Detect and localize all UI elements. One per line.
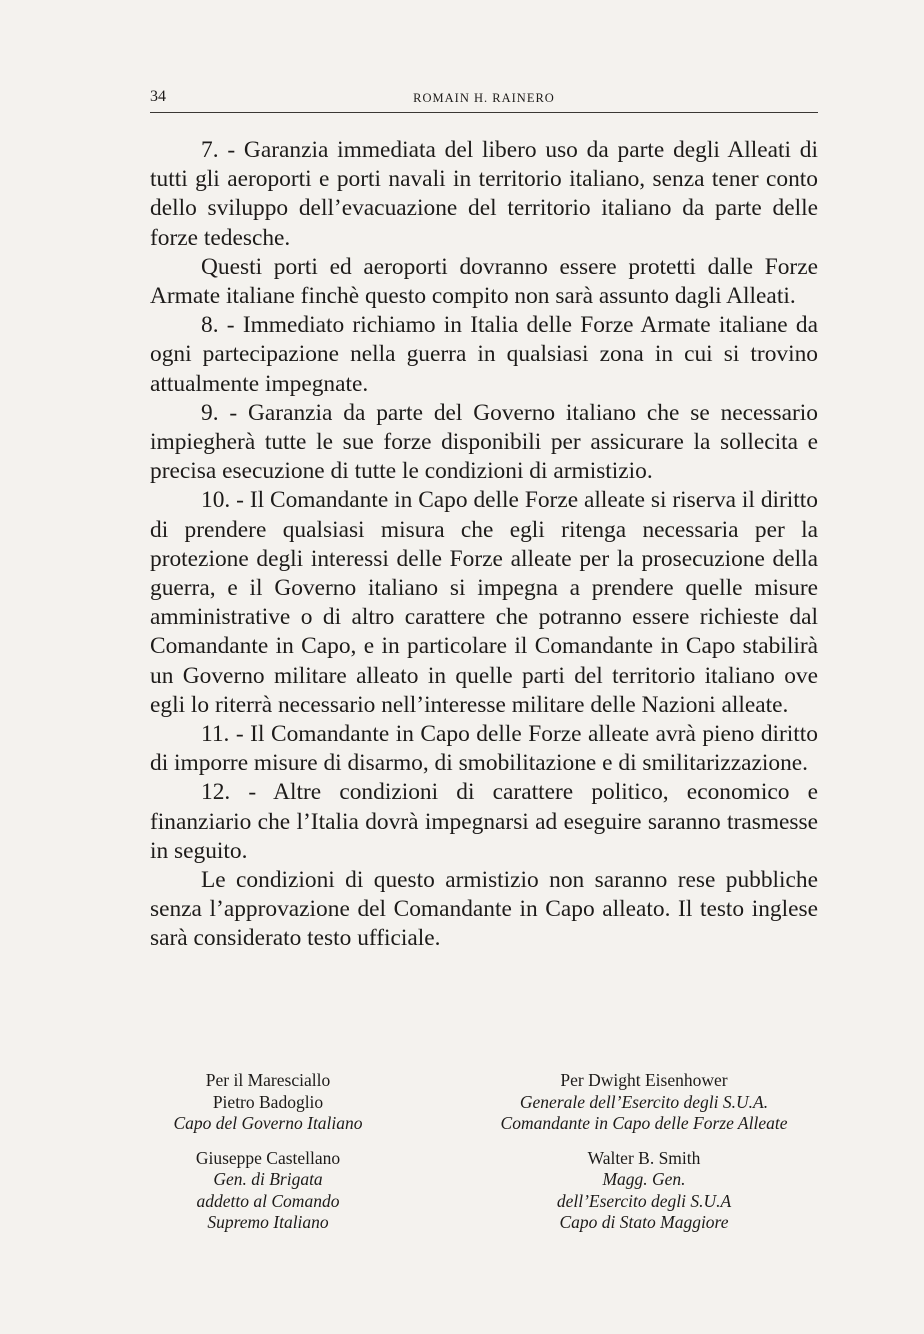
signatory-name: Walter B. Smith [587,1147,701,1168]
signatory-title: Capo del Governo Italiano [173,1113,363,1133]
signature-line: Per Dwight Eisenhower [560,1070,728,1090]
paragraph-11: 11. - Il Comandante in Capo delle Forze alleate avrà pieno diritto di imporre misure di disarmo, di smobilitazione e di smilitarizzazione. [150,721,818,777]
running-head: ROMAIN H. RAINERO [413,91,555,105]
signature-badoglio [150,1070,386,1135]
signature-smith [464,1148,824,1234]
signatory-title: Generale dell’Esercito degli S.U.A. [519,1091,769,1112]
paragraph-7: 7. - Garanzia immediata del libero uso da parte degli Alleati di tutti gli aeroporti e porti navali in territorio italiano, senza tener conto dello sviluppo dell’evacuazione del territorio italiano da parte delle forze tedesche. [150,137,818,251]
signatory-title: Magg. Gen. [602,1169,686,1189]
signature-castellano [150,1148,386,1234]
paragraph-8: 8. - Immediato richiamo in Italia delle Forze Armate italiane da ogni partecipazione nella guerra in qualsiasi zona in cui si trovino attualmente impegnate. [150,312,818,397]
paragraph-9: 9. - Garanzia da parte del Governo italiano che se necessario impiegherà tutte le sue forze disponibili per assicurare la sollecita e precisa esecuzione di tutte le condizioni di armistizio. [150,399,818,485]
signature-row-top [150,1070,818,1135]
signature-section [150,1070,818,1234]
signature-row-bottom [150,1148,818,1234]
signatory-title: dell’Esercito degli S.U.A [556,1190,732,1211]
signatory-title: Capo di Stato Maggiore [559,1212,729,1232]
signatory-title: Supremo Italiano [207,1212,329,1232]
paragraph-10: 10. - Il Comandante in Capo delle Forze alleate si riserva il diritto di prendere qualsiasi misura che egli ritenga necessaria per la protezione degli interessi delle Forze alleate per la prosecuzione della guerra, e il Governo italiano si impegna a prendere quelle misure amministrative o di altro carattere che potranno essere richieste dal Comandante in Capo, e in particolare il Comandante in Capo stabilirà un Governo militare alleato in quelle parti del territorio italiano ove egli lo riterrà necessario nell’interesse militare delle Nazioni alleate. [150,487,818,718]
signature-eisenhower [464,1070,824,1135]
signatory-name: Pietro Badoglio [212,1091,324,1112]
article-body [150,136,818,954]
paragraph-7-ports: Questi porti ed aeroporti dovranno essere protetti dalle Forze Armate italiane finchè questo compito non sarà assunto dagli Alleati. [150,253,818,310]
signatory-name: Giuseppe Castellano [195,1147,341,1168]
signature-line: Per il Maresciallo [205,1070,331,1090]
page-header [150,86,818,113]
signatory-title: addetto al Comando [196,1190,340,1211]
closing-paragraph: Le condizioni di questo armistizio non saranno rese pubbliche senza l’approvazione del Comandante in Capo alleato. Il testo inglese sarà considerato testo ufficiale. [150,867,818,952]
signatory-title: Gen. di Brigata [213,1169,323,1189]
paragraph-12: 12. - Altre condizioni di carattere politico, economico e finanziario che l’Italia dovrà impegnarsi ad eseguire saranno trasmesse in seguito. [150,779,818,864]
page-number: 34 [150,88,166,105]
signatory-title: Comandante in Capo delle Forze Alleate [500,1113,788,1133]
